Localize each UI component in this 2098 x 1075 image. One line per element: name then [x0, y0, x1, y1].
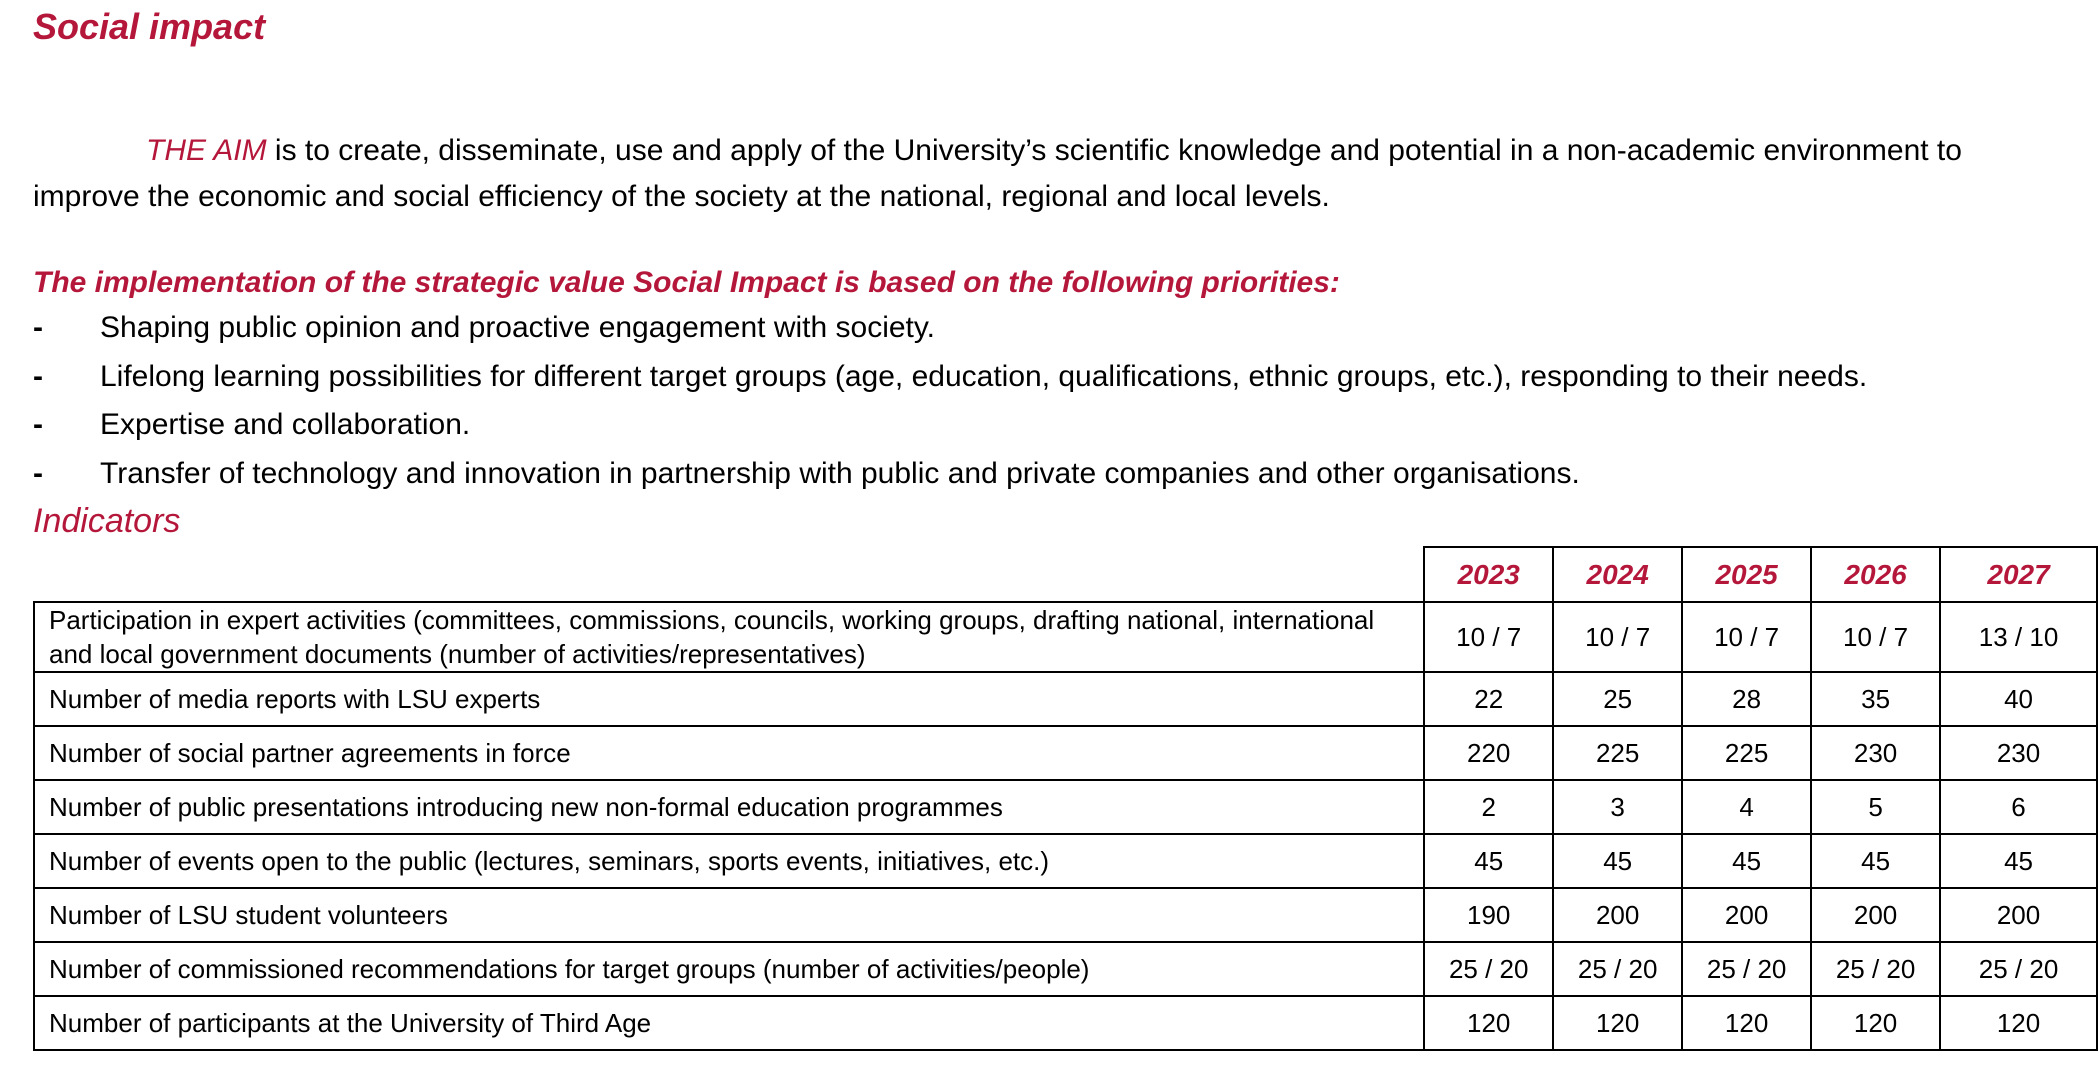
cell-value: 10 / 7 — [1682, 602, 1811, 672]
cell-value: 45 — [1682, 834, 1811, 888]
row-label: Number of events open to the public (lectures, seminars, sports events, initiatives, etc.) — [34, 834, 1424, 888]
list-item — [33, 403, 1867, 452]
priorities-heading: The implementation of the strategic value Social Impact is based on the following priorities: — [33, 266, 1340, 299]
table-row — [34, 726, 2097, 780]
cell-value: 45 — [1424, 834, 1553, 888]
list-item — [33, 355, 1867, 404]
cell-value: 25 / 20 — [1811, 942, 1940, 996]
cell-value: 22 — [1424, 672, 1553, 726]
cell-value: 3 — [1553, 780, 1682, 834]
table-header-row — [34, 547, 2097, 602]
row-label: Number of commissioned recommendations for target groups (number of activities/people) — [34, 942, 1424, 996]
cell-value: 13 / 10 — [1940, 602, 2097, 672]
row-label: Number of media reports with LSU experts — [34, 672, 1424, 726]
list-item-text: Shaping public opinion and proactive engagement with society. — [100, 311, 935, 344]
indicators-heading: Indicators — [33, 502, 181, 540]
cell-value: 25 — [1553, 672, 1682, 726]
list-item — [33, 306, 1867, 355]
cell-value: 25 / 20 — [1940, 942, 2097, 996]
cell-value: 120 — [1424, 996, 1553, 1050]
row-label: Participation in expert activities (committees, commissions, councils, working groups, drafting national, international and local government documents (number of activities/representatives) — [34, 602, 1424, 672]
year-header: 2023 — [1424, 547, 1553, 602]
list-item-text: Lifelong learning possibilities for different target groups (age, education, qualifications, ethnic groups, etc.), responding to their needs. — [100, 359, 1868, 393]
row-label: Number of participants at the University of Third Age — [34, 996, 1424, 1050]
cell-value: 25 / 20 — [1553, 942, 1682, 996]
priorities-list — [33, 306, 1867, 500]
cell-value: 2 — [1424, 780, 1553, 834]
cell-value: 6 — [1940, 780, 2097, 834]
cell-value: 120 — [1553, 996, 1682, 1050]
table-row — [34, 942, 2097, 996]
cell-value: 45 — [1811, 834, 1940, 888]
cell-value: 200 — [1682, 888, 1811, 942]
row-label: Number of LSU student volunteers — [34, 888, 1424, 942]
bullet-dash: - — [33, 359, 43, 393]
table-header-blank — [34, 547, 1424, 602]
year-header: 2025 — [1682, 547, 1811, 602]
cell-value: 10 / 7 — [1553, 602, 1682, 672]
cell-value: 190 — [1424, 888, 1553, 942]
row-label: Number of social partner agreements in force — [34, 726, 1424, 780]
cell-value: 200 — [1553, 888, 1682, 942]
cell-value: 4 — [1682, 780, 1811, 834]
aim-paragraph — [33, 128, 2073, 220]
cell-value: 230 — [1811, 726, 1940, 780]
aim-text: is to create, disseminate, use and apply of the University’s scientific knowledge and potential in a non-academic environment to improve the economic and social efficiency of the society at the national, regional and local levels. — [33, 134, 1962, 213]
cell-value: 45 — [1940, 834, 2097, 888]
bullet-dash: - — [33, 311, 43, 344]
year-header: 2027 — [1940, 547, 2097, 602]
indicators-table — [33, 546, 2098, 1051]
page-title: Social impact — [33, 6, 266, 47]
cell-value: 120 — [1811, 996, 1940, 1050]
year-header: 2024 — [1553, 547, 1682, 602]
cell-value: 5 — [1811, 780, 1940, 834]
table-row — [34, 672, 2097, 726]
cell-value: 35 — [1811, 672, 1940, 726]
table-row — [34, 780, 2097, 834]
year-header: 2026 — [1811, 547, 1940, 602]
table-row — [34, 996, 2097, 1050]
cell-value: 25 / 20 — [1424, 942, 1553, 996]
table-row — [34, 888, 2097, 942]
cell-value: 200 — [1811, 888, 1940, 942]
cell-value: 225 — [1682, 726, 1811, 780]
cell-value: 45 — [1553, 834, 1682, 888]
cell-value: 200 — [1940, 888, 2097, 942]
cell-value: 40 — [1940, 672, 2097, 726]
cell-value: 25 / 20 — [1682, 942, 1811, 996]
list-item-text: Expertise and collaboration. — [100, 408, 471, 441]
bullet-dash: - — [33, 408, 43, 441]
cell-value: 10 / 7 — [1811, 602, 1940, 672]
aim-lead: THE AIM — [146, 134, 267, 167]
cell-value: 225 — [1553, 726, 1682, 780]
list-item-text: Transfer of technology and innovation in partnership with public and private companies and other organisations. — [100, 456, 1580, 490]
cell-value: 120 — [1682, 996, 1811, 1050]
table-row — [34, 602, 2097, 672]
list-item — [33, 452, 1867, 501]
cell-value: 120 — [1940, 996, 2097, 1050]
cell-value: 10 / 7 — [1424, 602, 1553, 672]
row-label: Number of public presentations introducing new non-formal education programmes — [34, 780, 1424, 834]
cell-value: 230 — [1940, 726, 2097, 780]
cell-value: 220 — [1424, 726, 1553, 780]
table-row — [34, 834, 2097, 888]
cell-value: 28 — [1682, 672, 1811, 726]
bullet-dash: - — [33, 456, 43, 490]
